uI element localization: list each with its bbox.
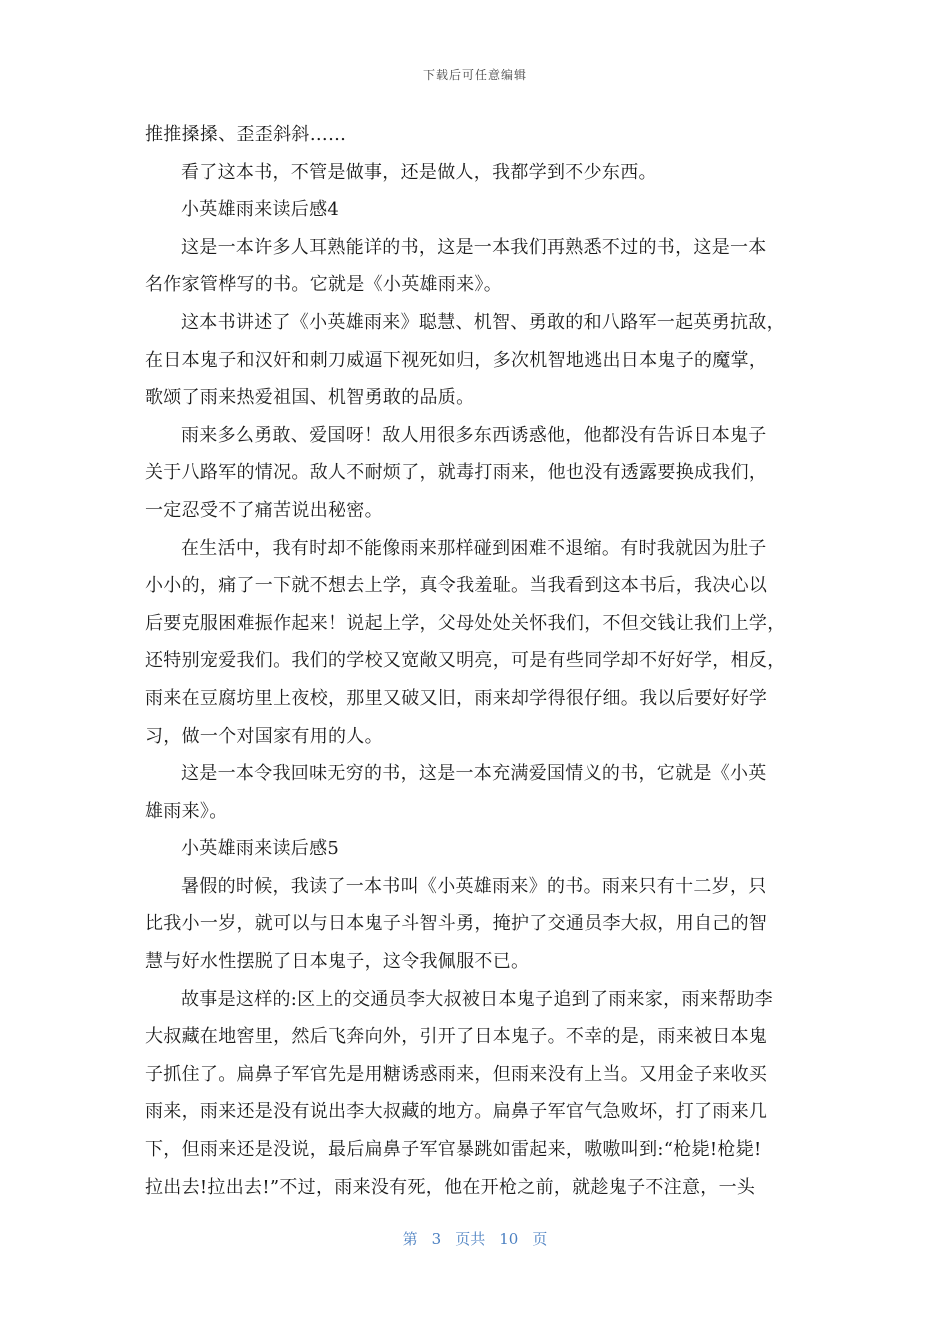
text-line: 推推搡搡、歪歪斜斜……	[145, 124, 347, 145]
page-header	[0, 66, 950, 83]
text-line: 一定忍受不了痛苦说出秘密。	[145, 499, 383, 521]
text-line: 小英雄雨来读后感5	[181, 838, 340, 860]
text-line: 这本书讲述了《小英雄雨来》聪慧、机智、勇敢的和八路军一起英勇抗敌，	[181, 311, 785, 333]
text-line: 还特别宠爱我们。我们的学校又宽敞又明亮，可是有些同学却不好好学，相反，	[145, 650, 786, 672]
text-line: 看了这本书，不管是做事，还是做人，我都学到不少东西。	[181, 161, 657, 183]
text-line: 关于八路军的情况。敌人不耐烦了，就毒打雨来，他也没有透露要换成我们，	[145, 462, 768, 484]
text-line: 这是一本令我回味无穷的书，这是一本充满爱国情义的书，它就是《小英	[181, 763, 767, 785]
footer-suffix: 页	[532, 1230, 548, 1248]
header-text: 下载后可任意编辑	[422, 68, 527, 82]
footer-current-page: 3	[431, 1230, 442, 1248]
text-line: 故事是这样的:区上的交通员李大叔被日本鬼子追到了雨来家，雨来帮助李	[181, 988, 773, 1010]
text-line: 名作家管桦写的书。它就是《小英雄雨来》。	[145, 274, 502, 296]
text-line: 歌颂了雨来热爱祖国、机智勇敢的品质。	[145, 387, 475, 409]
text-line: 暑假的时候，我读了一本书叫《小英雄雨来》的书。雨来只有十二岁，只	[181, 875, 767, 897]
text-line: 在日本鬼子和汉奸和刺刀威逼下视死如归，多次机智地逃出日本鬼子的魔掌，	[145, 349, 768, 371]
text-line: 这是一本许多人耳熟能详的书，这是一本我们再熟悉不过的书，这是一本	[181, 236, 767, 258]
text-line: 比我小一岁，就可以与日本鬼子斗智斗勇，掩护了交通员李大叔，用自己的智	[145, 913, 768, 935]
text-line: 下，但雨来还是没说，最后扁鼻子军官暴跳如雷起来，嗷嗷叫到:“枪毙!枪毙!	[145, 1139, 762, 1161]
text-line: 慧与好水性摆脱了日本鬼子，这令我佩服不已。	[145, 951, 530, 973]
footer-prefix: 第	[402, 1230, 418, 1248]
text-line: 大叔藏在地窖里，然后飞奔向外，引开了日本鬼子。不幸的是，雨来被日本鬼	[145, 1026, 768, 1048]
text-line: 雄雨来》。	[145, 800, 228, 822]
text-line: 习，做一个对国家有用的人。	[145, 725, 383, 747]
text-line: 在生活中，我有时却不能像雨来那样碰到困难不退缩。有时我就因为肚子	[181, 537, 767, 559]
text-line: 雨来，雨来还是没有说出李大叔藏的地方。扁鼻子军官气急败坏，打了雨来几	[145, 1101, 768, 1123]
text-line: 雨来在豆腐坊里上夜校，那里又破又旧，雨来却学得很仔细。我以后要好好学	[145, 687, 768, 709]
page-footer	[0, 1228, 950, 1249]
text-line: 拉出去!拉出去!”不过，雨来没有死，他在开枪之前，就趁鬼子不注意，一头	[145, 1176, 756, 1198]
footer-total-pages: 10	[499, 1230, 519, 1248]
document-body	[145, 116, 815, 1206]
text-line: 子抓住了。扁鼻子军官先是用糖诱惑雨来，但雨来没有上当。又用金子来收买	[145, 1063, 768, 1085]
text-line: 雨来多么勇敢、爱国呀！敌人用很多东西诱惑他，他都没有告诉日本鬼子	[181, 424, 767, 446]
footer-middle: 页共	[455, 1230, 486, 1248]
text-line: 后要克服困难振作起来！说起上学，父母处处关怀我们，不但交钱让我们上学，	[145, 612, 786, 634]
text-line: 小英雄雨来读后感4	[181, 199, 340, 221]
text-line: 小小的，痛了一下就不想去上学，真令我羞耻。当我看到这本书后，我决心以	[145, 575, 768, 597]
